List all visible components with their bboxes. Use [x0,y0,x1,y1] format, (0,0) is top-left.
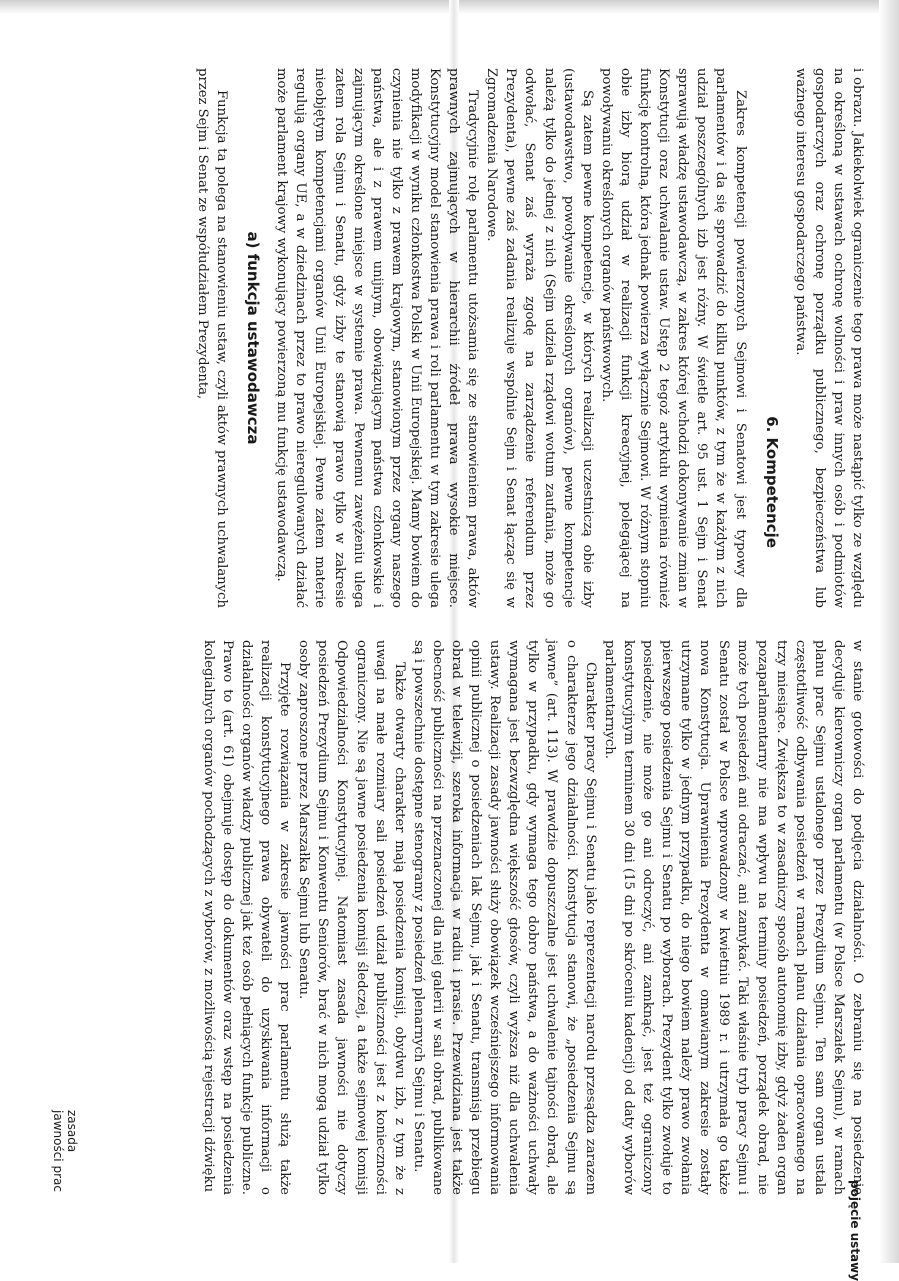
margin-note-jawnosc: zasada jawności prac [51,1110,79,1192]
left-page-text [0,640,867,1195]
section-paragraph-3: Tradycyjnie rolę parlamentu utożsamia się ze stanowieniem prawa, aktów prawnych zajmujących w hierarchii źródeł prawa wysokie miejsce. Konstytucyjny model stanowienia prawa i roli parlamentu w tym zakresie ulega modyfikacji w wyniku członkostwa Polski w Unii Europejskiej. Mamy bowiem do czynienia nie tylko z prawem krajowym, stanowionym przez organy naszego państwa, ale i z prawem unijnym, obowiązującym państwa członkowskie i zajmującym określone miejsce w systemie prawa. Pewnemu zawężeniu ulega zatem rola Sejmu i Senatu, gdyż izby te stanowią prawo tylko w zakresie nieobjętym kompetencjami organów Unii Europejskiej. Pewne zatem materie regulują organy UE, a w dziedzinach przez to prawo nieregulowanych działać może parlament krajowy wykonujący powierzoną mu funkcję ustawodawczą. [274,68,481,608]
subsection-paragraph: Funkcja ta polega na stanowieniu ustaw, czyli aktów prawnych uchwalanych przez Sejm i Senat ze współudziałem Prezydenta, [195,68,230,608]
section-paragraph-1: Zakres kompetencji powierzonych Sejmowi i Senatowi jest typowy dla parlamentów i da się sprowadzić do kilku punktów, z tym że w każdym z nich udział poszczególnych izb jest różny. W świetle art. 95 ust. 1 Sejm i Senat sprawują władzę ustawodawczą, w zakres której wchodzi dokonywanie zmian w Konstytucji oraz uchwalanie ustaw. Ustęp 2 tegoż artykułu wymienia również funkcję kontrolną, która jednak powierza wyłącznie Sejmowi. W różnym stopniu obie izby biorą udział w realizacji funkcji kreacyjnej, polegającej na powoływaniu określonych organów państwowych. [598,68,748,608]
right-intro-paragraph: i obrazu. Jakiekolwiek ograniczenie tego prawa może nastąpić tylko ze względu na określoną w ustawach ochronę wolności i praw innych osób i podmiotów gospodarczych oraz ochronę porządku publicznego, bezpieczeństwa lub ważnego interesu gospodarczego państwa. [792,68,865,608]
left-paragraph-4: Przyjęte rozwiązania w zakresie jawności prac parlamentu służą także realizacji konstytucyjnego prawa obywateli do uzyskiwania informacji o działalności organów władzy publicznej jak też osób pełniących funkcje publiczne. Prawo to (art. 61) obejmuje dostęp do dokumentów oraz wstęp na posiedzenia kolegialnych organów pochodzących z wyborów, z możliwością rejestracji dźwięku [200,640,293,1195]
subsection-heading: a) funkcja ustawodawcza [244,231,263,445]
margin-note-pojecie-ustawy-visible: pojęcie ustawy [848,1180,862,1281]
section-paragraph-2: Są zatem pewne kompetencje, w których realizacji uczestniczą obie izby (ustawodawstwo, powoływanie określonych organów), pewne kompetencje należą tylko do jednej z nich (Sejm udziela rządowi wotum zaufania, może go odwołać, Senat zaś wyraża zgodę na zarządzenie referendum przez Prezydenta), pewne zaś zadania realizuje wspólnie Sejm i Senat łącząc się w Zgromadzenia Narodowe. [484,68,595,608]
section-heading: 6. Kompetencje [762,416,781,548]
left-paragraph-3: Także otwarty charakter mają posiedzenia komisji, obydwu izb, z tym że z uwagi na małe rozmiary sali posiedzeń udział publiczności jest z konieczności ograniczony. Nie są jawne posiedzenia komisji śledczej, a także sejmowej komisji Odpowiedzialności Konstytucyjnej. Natomiast zasada jawności nie dotyczy posiedzeń Prezydium Sejmu i Konwentu Seniorów, brać w nich mogą udział tylko osoby zaproszone przez Marszałka Sejmu lub Senatu. [296,640,407,1195]
left-paragraph-1: w stanie gotowości do podjęcia działalności. O zebraniu się na posiedzenie decyduje kierowniczy organ parlamentu (w Polsce Marszałek Sejmu), w ramach planu prac Sejmu ustalonego przez Prezydium Sejmu. Ten sam organ ustala częstotliwość odbywania posiedzeń w ramach planu działania opracowanego na trzy miesiące. Zwiększa to w zasadniczy sposób autonomię izby, gdyż żaden organ pozaparlamentarny nie ma wpływu na terminy posiedzeń, porządek obrad, nie może tych posiedzeń ani odraczać, ani zamykać. Taki właśnie tryb pracy Sejmu i Senatu został w Polsce wprowadzony w kwietniu 1989 r. i utrzymała go także nowa Konstytucja. Uprawnienia Prezydenta w omawianym zakresie zostały utrzymane tylko w jednym przypadku, do niego bowiem należy prawo zwołania pierwszego posiedzenia Sejmu i Senatu po wyborach. Prezydent tylko zwołuje to posiedzenie, nie może go ani odroczyć, ani zamknąć, jest też ograniczony konstytucyjnym terminem 30 dni (15 dni po skróceniu kadencji) od daty wyborów parlamentarnych. [601,640,865,1195]
left-paragraph-2: Charakter pracy Sejmu i Senatu jako reprezentacji narodu przesądza zarazem o charakterze jego działalności. Konstytucja stanowi, że „posiedzenia Sejmu są jawne” (art. 113). W prawdzie dopuszczalne jest uchwalenie tajności obrad, ale tylko w przypadku, gdy wymaga tego dobro państwa, a do ważności uchwały wymagana jest bezwzględna większość głosów, czyli wyższa niż dla uchwalenia ustawy. Realizacji zasady jawności służy obowiązek wcześniejszego informowania opinii publicznej o posiedzeniach lak Sejmu, jak i Senatu, transmisja przebiegu obrad w telewizji, szeroka informacja w radiu i prasie. Przewidziana jest także obecność publiczności na przeznaczonej dla niej galerii w sali obrad, publikowane są i powszechnie dostępne stenogramy z posiedzeń plenarnych Sejmu i Senatu. [410,640,598,1195]
right-page-text [0,68,867,608]
